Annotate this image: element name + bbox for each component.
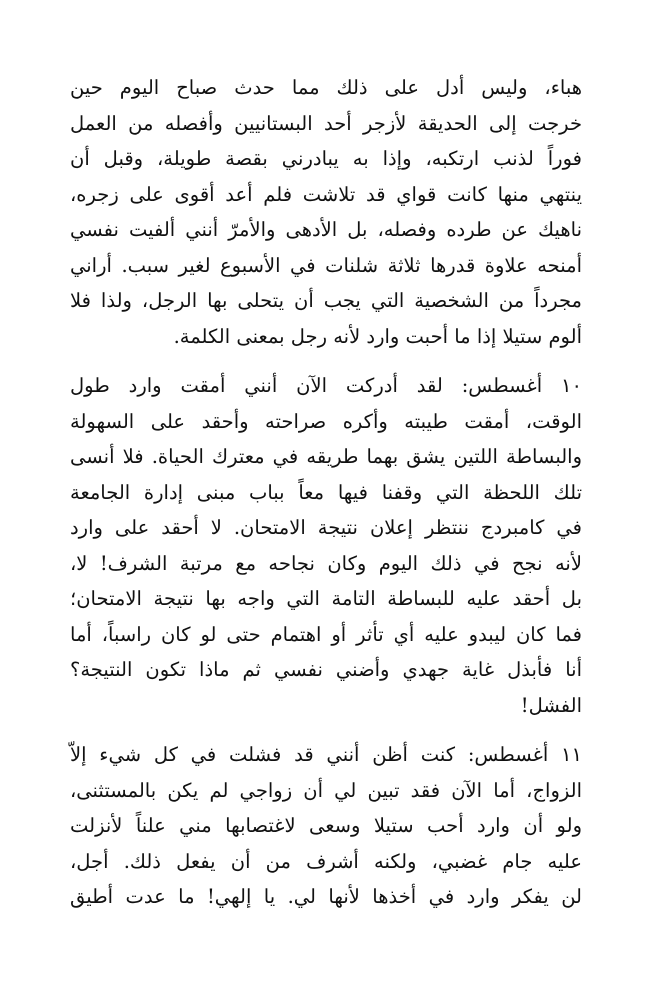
- text-line: ينتهي منها كانت قواي قد تلاشت فلم أعد أقوى على زجره،: [70, 182, 582, 206]
- text-line: أنا فأبذل غاية جهدي وأضني نفسي ثم ماذا تكون النتيجة؟: [70, 658, 582, 681]
- text-line: ١٠ أغسطس: لقد أدركت الآن أنني أمقت وارد طول: [70, 374, 582, 397]
- text-line: ١١ أغسطس: كنت أظن أنني قد فشلت في كل شيء إلاّ: [70, 743, 582, 766]
- text-line: تلك اللحظة التي وقفنا فيها معاً بباب مبنى إدارة الجامعة: [70, 480, 582, 504]
- text-line: هباء، وليس أدل على ذلك مما حدث صباح اليوم حين: [70, 76, 582, 99]
- text-line: خرجت إلى الحديقة لأزجر أحد البستانيين وأفصله من العمل: [70, 111, 582, 135]
- text-line: والبساطة اللتين يشق بهما طريقه في معترك الحياة. فلا أنسى: [70, 445, 582, 468]
- text-line: لأنه نجح في ذلك اليوم وكان نجاحه مع مرتبة الشرف! لا،: [70, 551, 582, 575]
- text-line: ألوم ستيلا إذا ما أحبت وارد لأنه رجل بمعنى الكلمة.: [173, 324, 582, 348]
- text-line: ولو أن وارد أحب ستيلا وسعى لاغتصابها مني علناً لأنزلت: [70, 814, 582, 837]
- text-line: في كامبردج ننتظر إعلان نتيجة الامتحان. لا أحقد على وارد: [70, 516, 582, 539]
- text-line: الزواج، أما الآن فقد تبين لي أن زواجي لم يكن بالمستثنى،: [70, 778, 582, 802]
- book-page: [70, 70, 582, 915]
- text-line: فوراً لذنب ارتكبه، وإذا به يبادرني بقصة طويلة، وقبل أن: [70, 147, 582, 170]
- text-line: مجرداً من الشخصية التي يجب أن يتحلى بها الرجل، ولذا فلا: [70, 289, 582, 312]
- paragraph-intro: [70, 70, 582, 354]
- text-line: الوقت، أمقت طيبته وأكره صراحته وأحقد على السهولة: [70, 409, 582, 433]
- text-line: لن يفكر وارد في أخذها لأنها لي. يا إلهي! ما عدت أطيق: [70, 885, 582, 908]
- text-line: أمنحه علاوة قدرها ثلاثة شلنات في الأسبوع لغير سبب. أراني: [70, 253, 582, 277]
- paragraph-august-10: [70, 368, 582, 723]
- text-line: عليه جام غضبي، ولكنه أشرف من أن يفعل ذلك. أجل،: [70, 849, 582, 873]
- text-line: الفشل!: [520, 693, 582, 717]
- text-line: بل أحقد عليه للبساطة التامة التي واجه بها نتيجة الامتحان؛: [70, 587, 582, 610]
- text-line: ناهيك عن طرده وفصله، بل الأدهى والأمرّ أنني ألفيت نفسي: [70, 218, 582, 241]
- paragraph-august-11: [70, 737, 582, 915]
- text-line: فما كان ليبدو عليه أي تأثر أو اهتمام حتى لو كان راسباً، أما: [70, 622, 582, 646]
